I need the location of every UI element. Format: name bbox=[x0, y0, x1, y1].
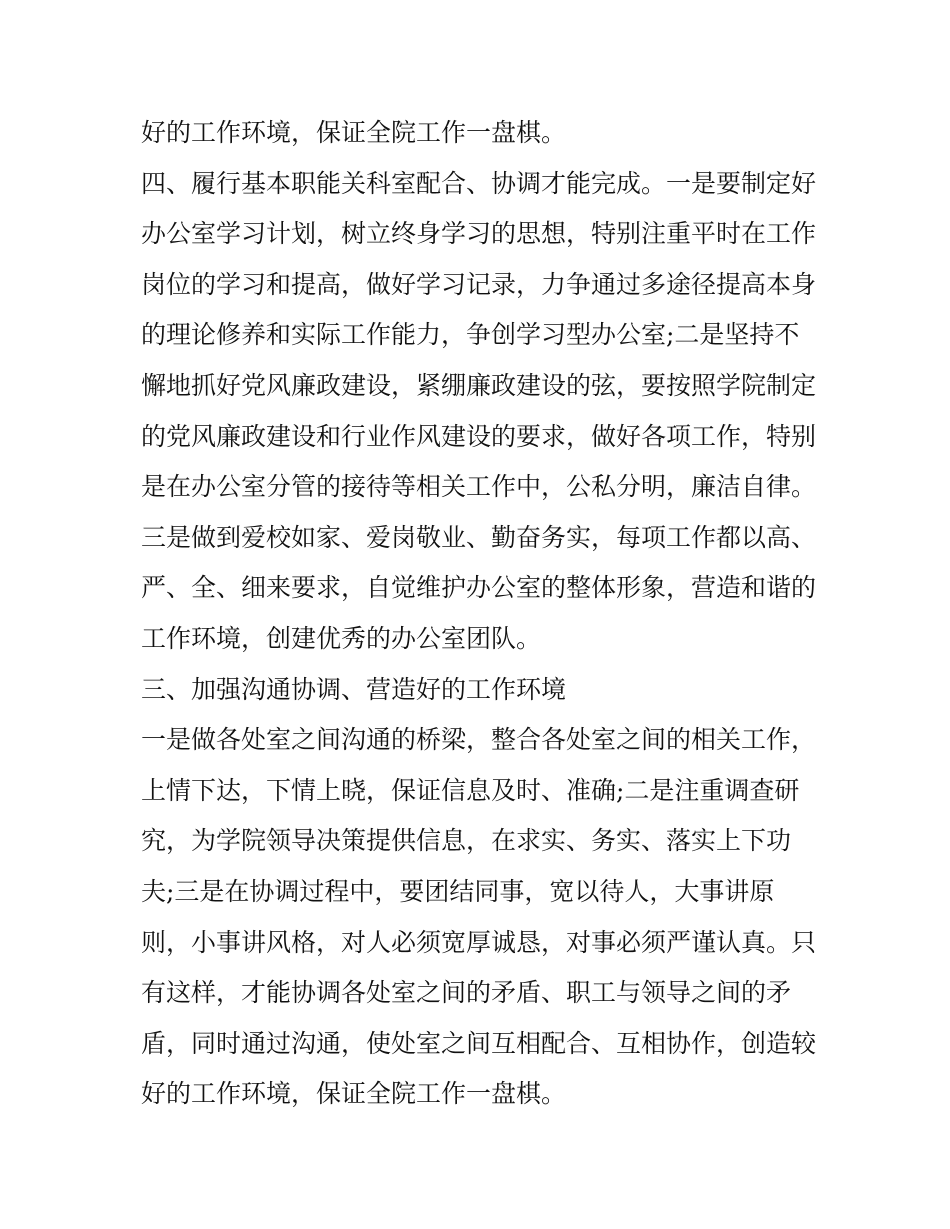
body-text bbox=[141, 108, 821, 1120]
section-heading: 三、加强沟通协调、营造好的工作环境 bbox=[141, 674, 567, 704]
text-line: 则，小事讲风格，对人必须宽厚诚恳，对事必须严谨认真。只 bbox=[141, 927, 817, 957]
text-line: 盾，同时通过沟通，使处室之间互相配合、互相协作，创造较 bbox=[141, 1028, 817, 1058]
text-line: 究，为学院领导决策提供信息，在求实、务实、落实上下功 bbox=[141, 826, 792, 856]
text-line: 三是做到爱校如家、爱岗敬业、勤奋务实，每项工作都以高、 bbox=[141, 522, 817, 552]
text-line: 办公室学习计划，树立终身学习的思想，特别注重平时在工作 bbox=[141, 219, 817, 249]
text-line: 好的工作环境，保证全院工作一盘棋。 bbox=[141, 118, 567, 147]
text-line: 的理论修养和实际工作能力，争创学习型办公室;二是坚持不 bbox=[141, 320, 800, 350]
text-line: 懈地抓好党风廉政建设，紧绷廉政建设的弦，要按照学院制定 bbox=[141, 370, 817, 400]
text-line: 严、全、细来要求，自觉维护办公室的整体形象，营造和谐的 bbox=[141, 573, 817, 603]
text-line: 的党风廉政建设和行业作风建设的要求，做好各项工作，特别 bbox=[141, 421, 817, 451]
text-line: 四、履行基本职能关科室配合、协调才能完成。一是要制定好 bbox=[141, 168, 817, 198]
text-line: 夫;三是在协调过程中，要团结同事，宽以待人，大事讲原 bbox=[141, 876, 775, 906]
text-line: 好的工作环境，保证全院工作一盘棋。 bbox=[141, 1079, 567, 1109]
text-line: 一是做各处室之间沟通的桥梁，整合各处室之间的相关工作， bbox=[141, 725, 817, 755]
text-line: 有这样，才能协调各处室之间的矛盾、职工与领导之间的矛 bbox=[141, 978, 792, 1008]
text-line: 是在办公室分管的接待等相关工作中，公私分明，廉洁自律。 bbox=[141, 472, 817, 502]
text-line: 上情下达，下情上晓，保证信息及时、准确;二是注重调查研 bbox=[141, 775, 800, 805]
text-line: 岗位的学习和提高，做好学习记录，力争通过多途径提高本身 bbox=[141, 269, 817, 299]
text-line: 工作环境，创建优秀的办公室团队。 bbox=[141, 623, 542, 653]
